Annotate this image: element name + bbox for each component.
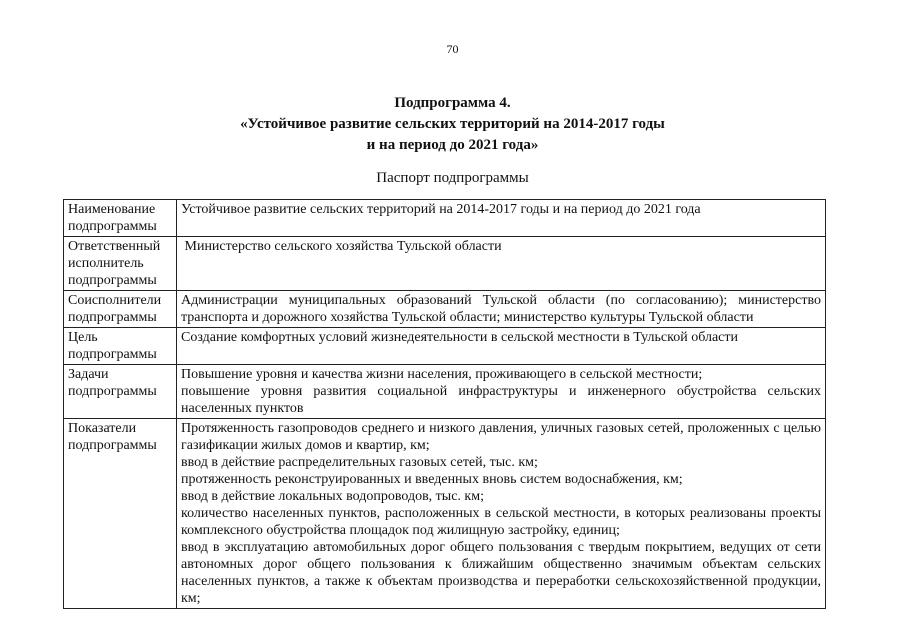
row-value-line: Протяженность газопроводов среднего и низкого давления, уличных газовых сетей, проложенных с целью газификации жилых домов и квартир, км;	[181, 421, 821, 453]
row-value-line: ввод в действие распределительных газовых сетей, тыс. км;	[181, 455, 538, 470]
row-value-line: ввод в действие локальных водопроводов, тыс. км;	[181, 489, 484, 504]
table-row-responsible	[64, 237, 826, 291]
row-value	[177, 419, 826, 609]
row-value	[177, 291, 826, 328]
row-label: Задачи подпрограммы	[64, 365, 177, 419]
row-value-line: повышение уровня развития социальной инфраструктуры и инженерного обустройства сельских населенных пунктов	[181, 384, 821, 416]
row-value-line: количество населенных пунктов, расположенных в сельской местности, в которых реализованы проекты комплексного обустройства площадок под жилищную застройку, единиц;	[181, 506, 821, 538]
row-value-line: Устойчивое развитие сельских территорий на 2014-2017 годы и на период до 2021 года	[181, 202, 701, 217]
page-number: 70	[446, 42, 459, 56]
program-heading	[0, 93, 905, 156]
row-value	[177, 328, 826, 365]
table-row-coexecutors	[64, 291, 826, 328]
row-value-line: Министерство сельского хозяйства Тульской области	[181, 239, 502, 254]
row-value-line: ввод в эксплуатацию автомобильных дорог общего пользования с твердым покрытием, ведущих от сети автономных дорог общего пользования к ближайшим общественно значимым объектам сельских населенных пунктов, а также к объектам производства и переработки сельскохозяйственной продукции, км;	[181, 540, 821, 606]
heading-line-1: Подпрограмма 4.	[394, 95, 511, 111]
row-value-line: протяженность реконструированных и введенных вновь систем водоснабжения, км;	[181, 472, 683, 487]
heading-line-3: и на период до 2021 года»	[366, 137, 539, 153]
row-value	[177, 200, 826, 237]
table-row-goal	[64, 328, 826, 365]
table-row-tasks	[64, 365, 826, 419]
heading-line-2: «Устойчивое развитие сельских территорий на 2014-2017 годы	[240, 116, 665, 132]
row-value-line: Повышение уровня и качества жизни населения, проживающего в сельской местности;	[181, 367, 703, 382]
row-label: Наименование подпрограммы	[64, 200, 177, 237]
passport-title: Паспорт подпрограммы	[376, 170, 529, 186]
row-label: Ответственный исполнитель подпрограммы	[64, 237, 177, 291]
table-row-name	[64, 200, 826, 237]
table-row-indicators	[64, 419, 826, 609]
row-value	[177, 237, 826, 291]
row-label: Соисполнители подпрограммы	[64, 291, 177, 328]
row-value-line: Администрации муниципальных образований Тульской области (по согласованию); министерство транспорта и дорожного хозяйства Тульской области; министерство культуры Тульской области	[181, 293, 821, 325]
row-value	[177, 365, 826, 419]
row-value-line: Создание комфортных условий жизнедеятельности в сельской местности в Тульской области	[181, 330, 739, 345]
row-label: Цель подпрограммы	[64, 328, 177, 365]
row-label: Показатели подпрограммы	[64, 419, 177, 609]
passport-table	[63, 199, 826, 609]
